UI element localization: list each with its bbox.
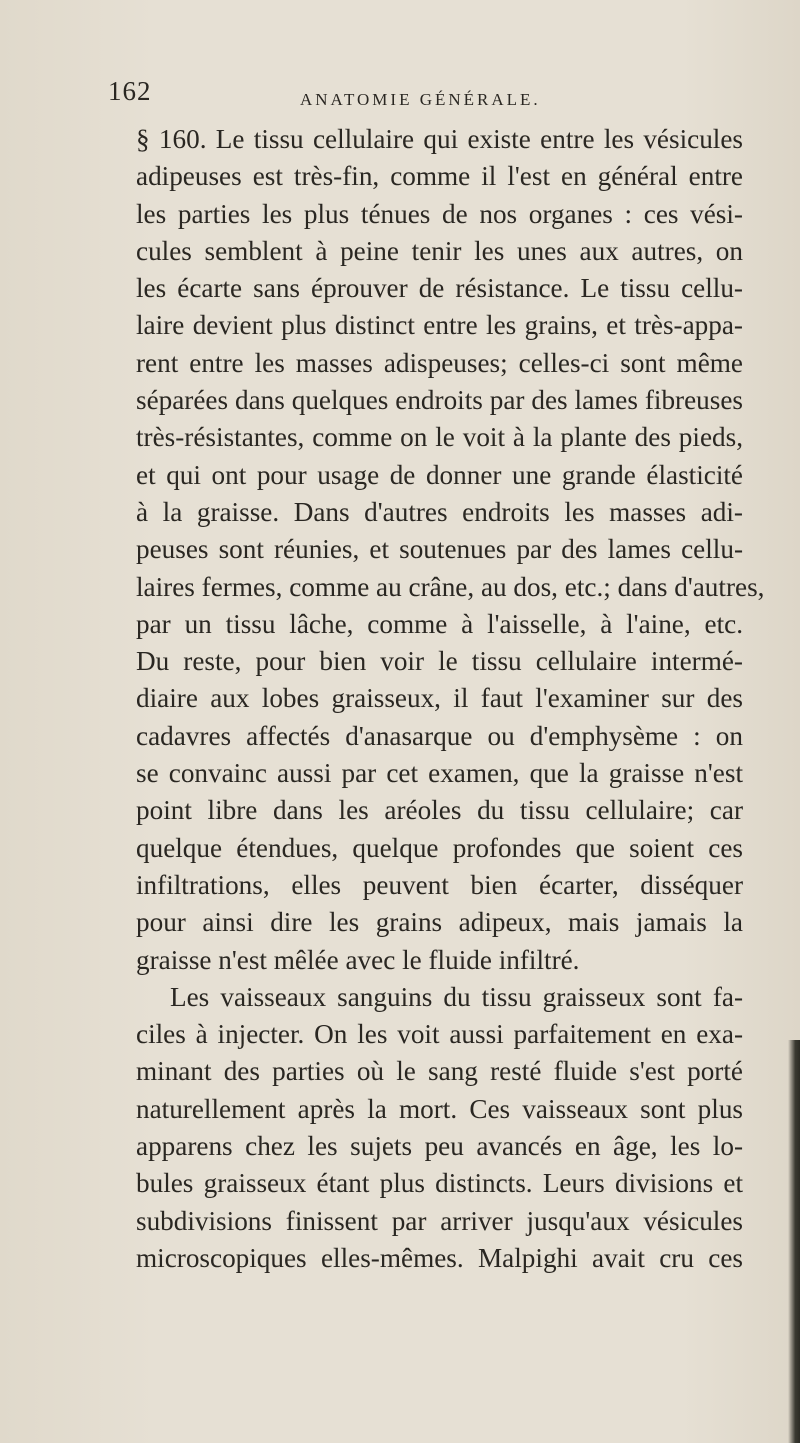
text-line: graisse n'est mêlée avec le fluide infiltré. [136, 944, 580, 975]
text-line: cules semblent à peine tenir les unes aux autres, on [136, 235, 743, 266]
text-line: se convainc aussi par cet examen, que la graisse n'est [136, 758, 743, 789]
text-line: infiltrations, elles peuvent bien écarter, disséquer [136, 869, 743, 900]
text-line: subdivisions finissent par arriver jusqu'aux vésicules [136, 1205, 743, 1236]
text-line: et qui ont pour usage de donner une grande élasticité [136, 459, 743, 490]
page-edge-shadow [788, 1040, 800, 1443]
text-line: à la graisse. Dans d'autres endroits les masses adi- [136, 496, 743, 527]
text-line: peuses sont réunies, et soutenues par des lames cellu- [136, 534, 743, 565]
text-line: les parties les plus ténues de nos organes : ces vési- [136, 198, 743, 229]
text-line: ciles à injecter. On les voit aussi parfaitement en exa- [136, 1019, 743, 1050]
text-line: laires fermes, comme au crâne, au dos, etc.; dans d'autres, [136, 571, 765, 602]
text-line: les écarte sans éprouver de résistance. Le tissu cellu- [136, 273, 743, 304]
text-line: diaire aux lobes graisseux, il faut l'examiner sur des [136, 683, 743, 714]
text-line: cadavres affectés d'anasarque ou d'emphysème : on [136, 720, 743, 751]
body-text [136, 121, 765, 1277]
text-line: § 160. Le tissu cellulaire qui existe entre les vésicules [136, 124, 743, 154]
text-line: très-résistantes, comme on le voit à la plante des pieds, [136, 422, 743, 453]
text-line: Les vaisseaux sanguins du tissu graisseux sont fa- [170, 981, 743, 1012]
text-line: bules graisseux étant plus distincts. Leurs divisions et [136, 1168, 743, 1199]
text-line: quelque étendues, quelque profondes que soient ces [136, 832, 743, 863]
text-line: apparens chez les sujets peu avancés en âge, les lo- [136, 1131, 743, 1162]
page-number: 162 [108, 76, 152, 106]
text-line: minant des parties où le sang resté fluide s'est porté [136, 1056, 743, 1087]
text-line: laire devient plus distinct entre les grains, et très-appa- [136, 310, 743, 341]
text-line: pour ainsi dire les grains adipeux, mais jamais la [136, 907, 743, 938]
text-line: microscopiques elles-mêmes. Malpighi avait cru ces [136, 1242, 743, 1273]
text-line: Du reste, pour bien voir le tissu cellulaire intermé- [136, 646, 743, 677]
text-line: point libre dans les aréoles du tissu cellulaire; car [136, 795, 743, 826]
text-line: séparées dans quelques endroits par des lames fibreuses [136, 385, 743, 416]
text-line: adipeuses est très-fin, comme il l'est en général entre [136, 161, 743, 192]
text-line: par un tissu lâche, comme à l'aisselle, à l'aine, etc. [136, 608, 743, 639]
text-line: rent entre les masses adispeuses; celles-ci sont même [136, 347, 743, 378]
text-line: naturellement après la mort. Ces vaisseaux sont plus [136, 1093, 743, 1124]
running-title: ANATOMIE GÉNÉRALE. [300, 90, 541, 109]
